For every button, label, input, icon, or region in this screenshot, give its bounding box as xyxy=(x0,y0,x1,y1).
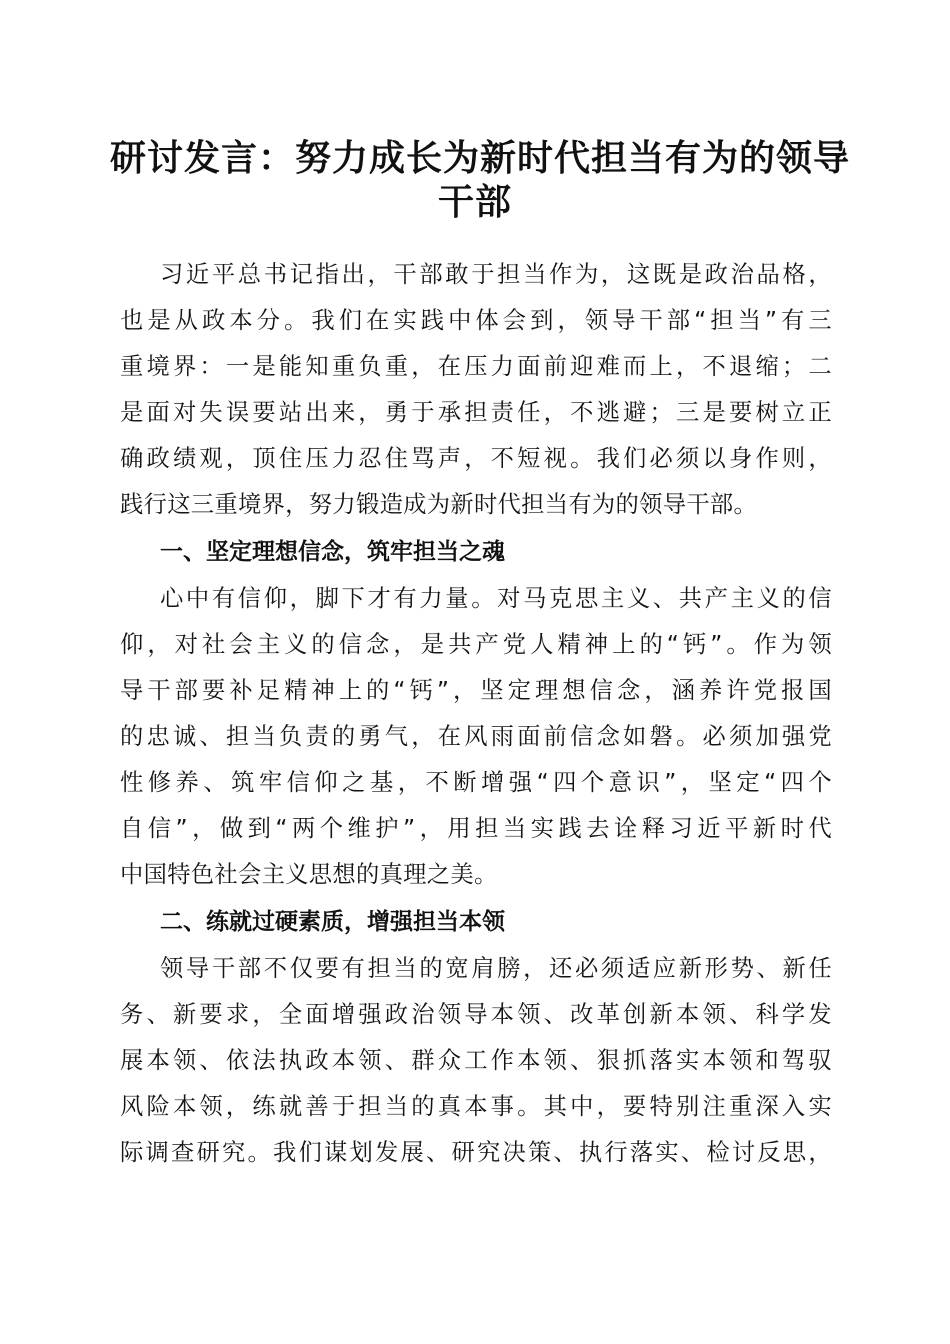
paragraph-line: 际调查研究。我们谋划发展、研究决策、执行落实、检讨反思， xyxy=(120,1139,832,1166)
section-2-paragraph xyxy=(120,946,832,1176)
paragraph-line: 导干部要补足精神上的“钙”，坚定理想信念，涵养许党报国 xyxy=(120,677,832,704)
paragraph-line: 重境界：一是能知重负重，在压力面前迎难而上，不退缩；二 xyxy=(120,353,832,380)
paragraph-line: 自信”，做到“两个维护”，用担当实践去诠释习近平新时代 xyxy=(120,815,832,842)
document-title xyxy=(110,136,851,224)
title-line: 研讨发言：努力成长为新时代担当有为的领导 xyxy=(110,137,851,179)
paragraph-line: 是面对失误要站出来，勇于承担责任，不逃避；三是要树立正 xyxy=(120,399,832,426)
section-heading-1: 一、坚定理想信念，筑牢担当之魂 xyxy=(160,539,505,565)
title-line: 干部 xyxy=(437,181,512,223)
paragraph-line: 风险本领，练就善于担当的真本事。其中，要特别注重深入实 xyxy=(120,1093,832,1120)
paragraph-line: 展本领、依法执政本领、群众工作本领、狠抓落实本领和驾驭 xyxy=(120,1047,832,1074)
intro-paragraph xyxy=(120,252,832,528)
document-body xyxy=(120,252,832,1176)
paragraph-line: 领导干部不仅要有担当的宽肩膀，还必须适应新形势、新任 xyxy=(160,955,832,982)
paragraph-line: 的忠诚、担当负责的勇气，在风雨面前信念如磐。必须加强党 xyxy=(120,723,832,750)
section-1-paragraph xyxy=(120,576,832,898)
paragraph-line: 确政绩观，顶住压力忍住骂声，不短视。我们必须以身作则， xyxy=(120,445,832,472)
paragraph-line: 性修养、筑牢信仰之基，不断增强“四个意识”，坚定“四个 xyxy=(120,769,832,796)
paragraph-line: 中国特色社会主义思想的真理之美。 xyxy=(120,861,498,888)
section-heading-2: 二、练就过硬素质，增强担当本领 xyxy=(160,909,505,935)
paragraph-line: 践行这三重境界，努力锻造成为新时代担当有为的领导干部。 xyxy=(120,491,758,518)
paragraph-line: 仰，对社会主义的信念，是共产党人精神上的“钙”。作为领 xyxy=(120,631,832,658)
paragraph-line: 务、新要求，全面增强政治领导本领、改革创新本领、科学发 xyxy=(120,1001,832,1028)
paragraph-line: 习近平总书记指出，干部敢于担当作为，这既是政治品格， xyxy=(160,261,832,288)
paragraph-line: 也是从政本分。我们在实践中体会到，领导干部“担当”有三 xyxy=(120,307,832,334)
paragraph-line: 心中有信仰，脚下才有力量。对马克思主义、共产主义的信 xyxy=(160,585,832,612)
